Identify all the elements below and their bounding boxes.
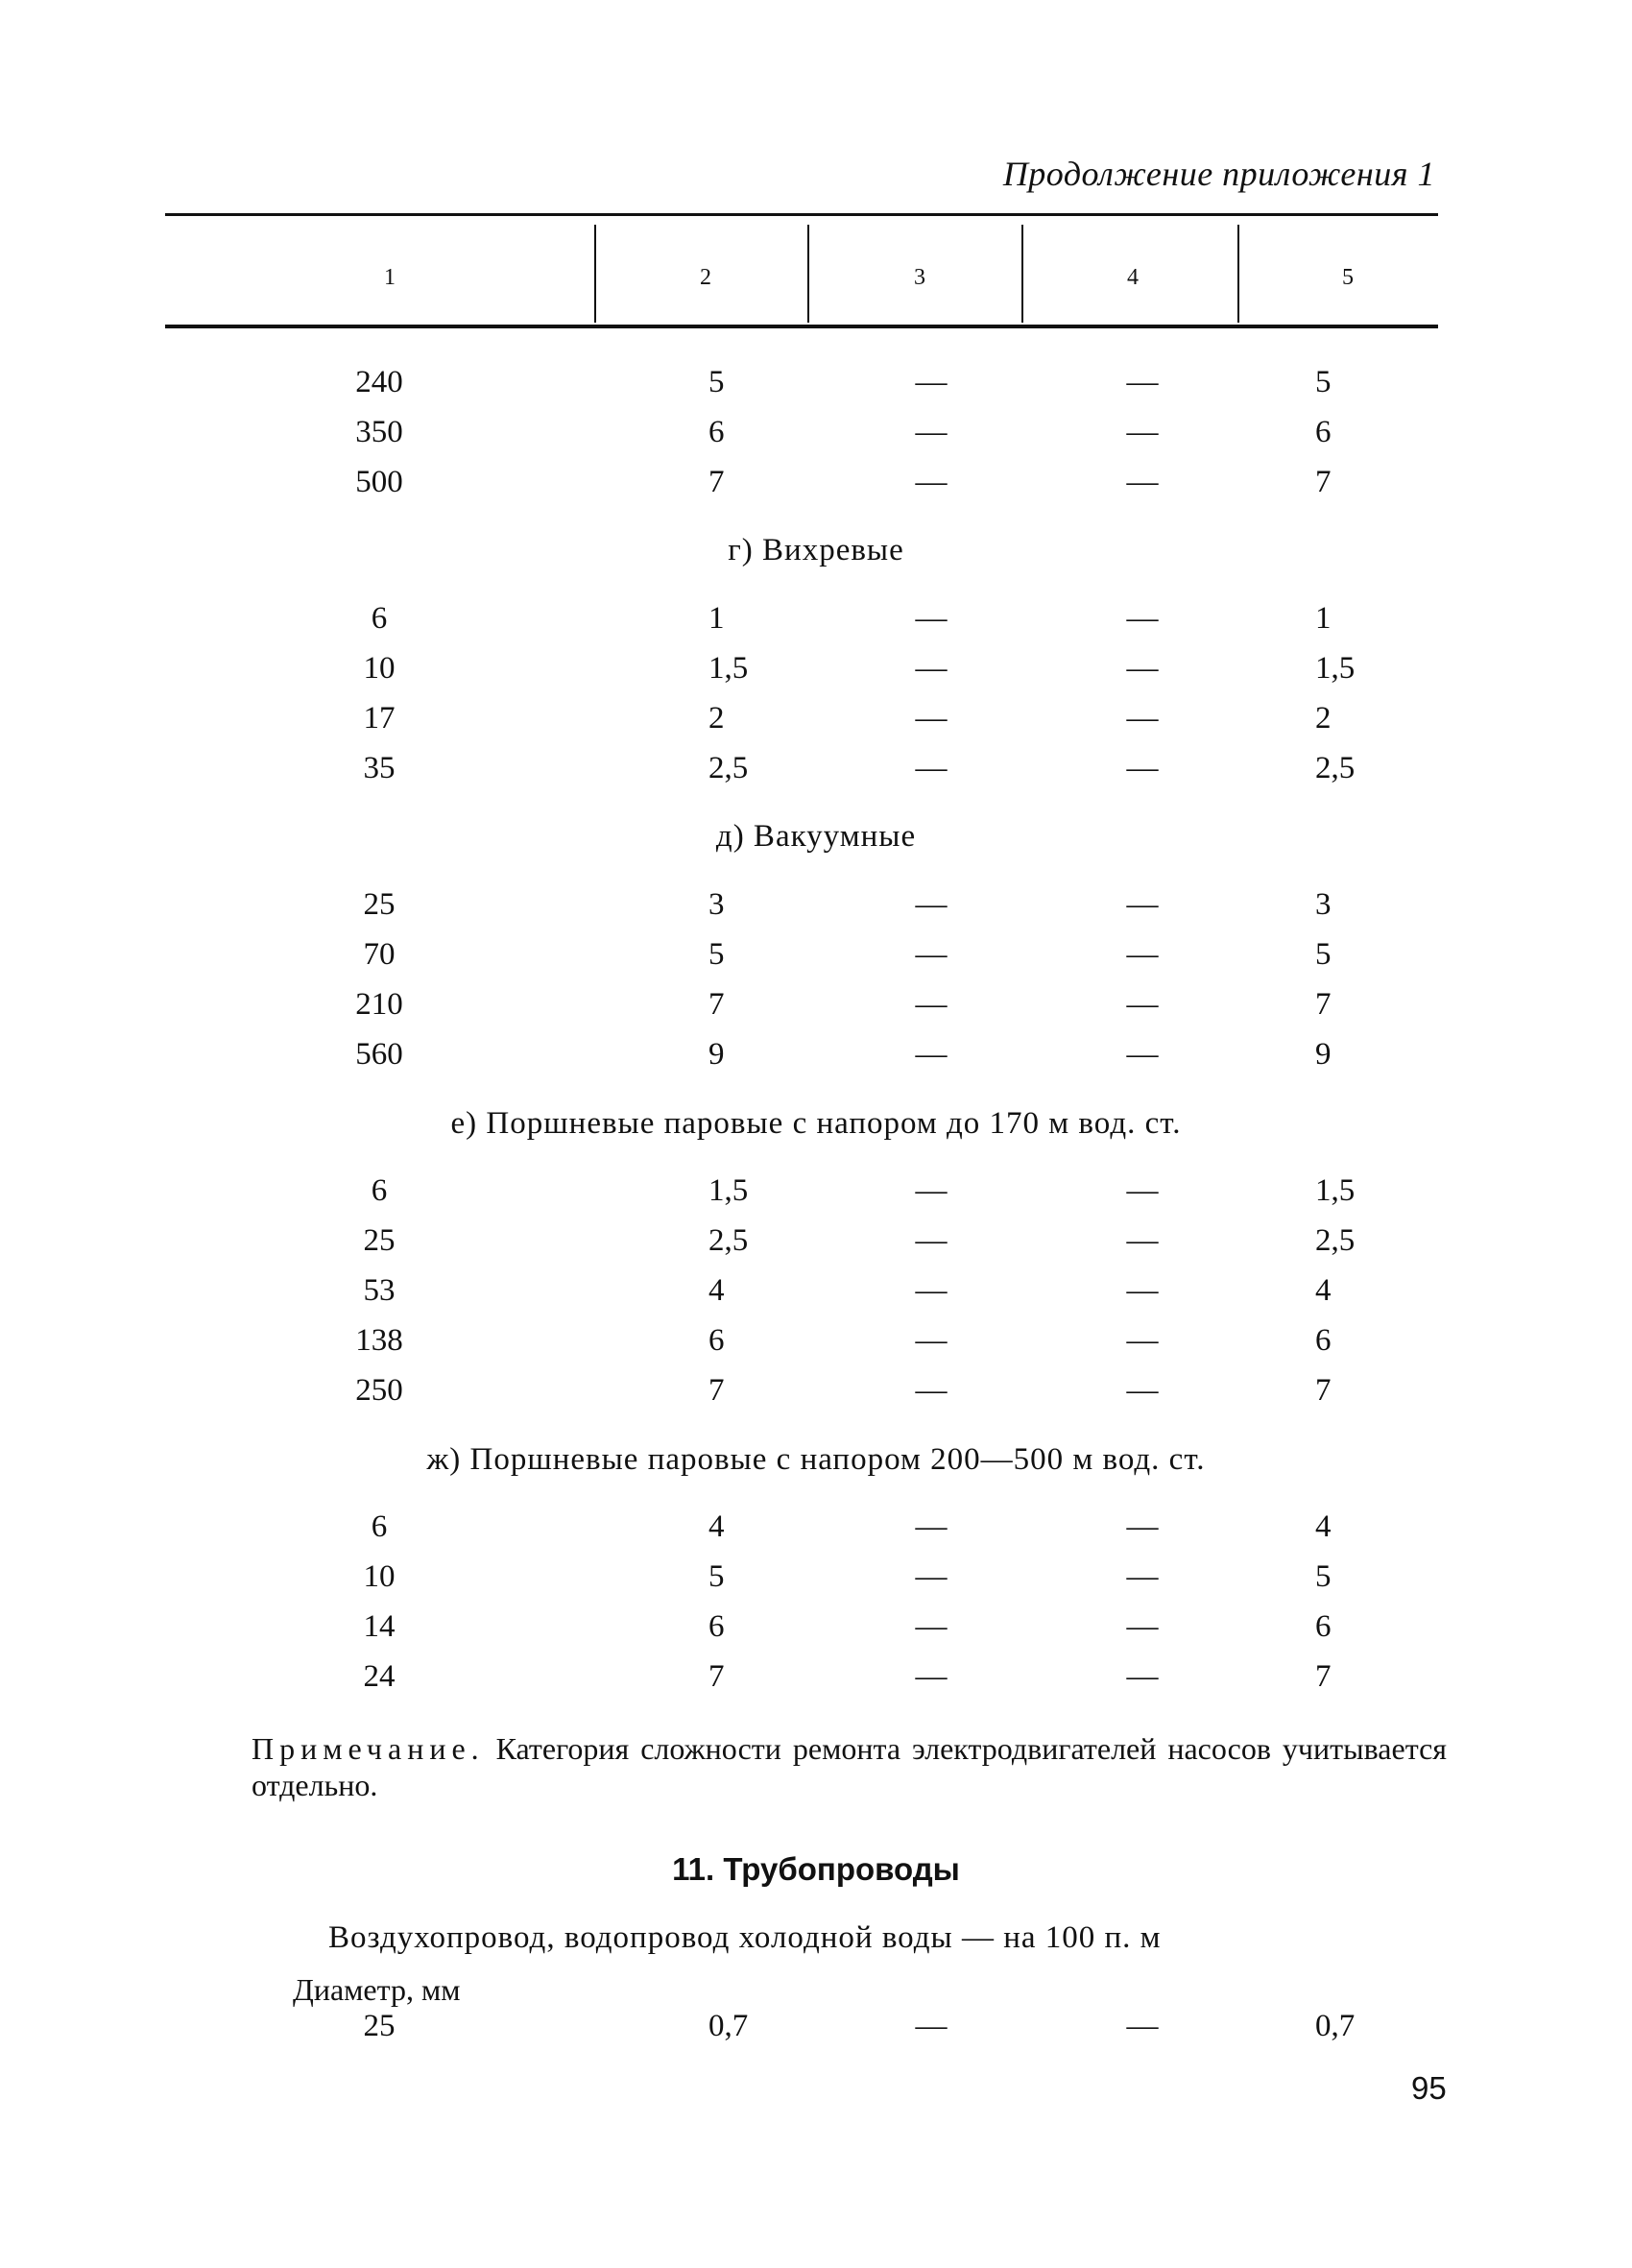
- cell-capacity: 138: [355, 1323, 403, 1358]
- cell-col2: 7: [708, 1659, 725, 1694]
- cell-col2: 5: [708, 365, 725, 399]
- cell-col4: —: [1126, 1559, 1159, 1594]
- column-header-3: 3: [914, 265, 925, 290]
- cell-col3: —: [915, 2009, 948, 2043]
- column-divider: [1237, 225, 1239, 323]
- column-divider: [594, 225, 596, 323]
- cell-col3: —: [915, 937, 948, 972]
- cell-capacity: 70: [363, 937, 396, 972]
- cell-col4: —: [1126, 1037, 1159, 1072]
- cell-capacity: 25: [363, 1223, 396, 1258]
- cell-col2: 6: [708, 1323, 725, 1358]
- section-heading: 11. Трубопроводы: [672, 1851, 960, 1887]
- cell-col3: —: [915, 1659, 948, 1694]
- column-divider: [807, 225, 809, 323]
- cell-capacity: 560: [355, 1037, 403, 1072]
- table-row: [0, 887, 1632, 926]
- cell-col4: —: [1126, 601, 1159, 636]
- cell-capacity: 500: [355, 465, 403, 499]
- cell-col5: 2,5: [1315, 751, 1356, 785]
- cell-col5: 1,5: [1315, 651, 1356, 686]
- cell-col4: —: [1126, 987, 1159, 1022]
- cell-capacity: 350: [355, 415, 403, 449]
- cell-col2: 2,5: [708, 751, 749, 785]
- table-row: [0, 1037, 1632, 1075]
- column-header-1: 1: [384, 265, 396, 290]
- cell-col3: —: [915, 1173, 948, 1208]
- cell-col2: 1,5: [708, 651, 749, 686]
- table-row: [0, 1323, 1632, 1362]
- cell-col5: 2: [1315, 701, 1332, 736]
- footnote-text: Категория сложности ремонта электродвигателей насосов учитывается отдельно.: [252, 1731, 1448, 1802]
- cell-capacity: 6: [371, 601, 388, 636]
- table-row: [0, 415, 1632, 453]
- cell-col3: —: [915, 1323, 948, 1358]
- table-row: [0, 601, 1632, 639]
- cell-col5: 4: [1315, 1509, 1332, 1544]
- column-header-4: 4: [1127, 265, 1139, 290]
- table-top-rule: [165, 213, 1438, 216]
- cell-col5: 7: [1315, 465, 1332, 499]
- cell-col4: —: [1126, 1373, 1159, 1408]
- cell-col3: —: [915, 887, 948, 922]
- cell-col5: 9: [1315, 1037, 1332, 1072]
- cell-col4: —: [1126, 937, 1159, 972]
- cell-col4: —: [1126, 1173, 1159, 1208]
- cell-capacity: 10: [363, 1559, 396, 1594]
- cell-capacity: 250: [355, 1373, 403, 1408]
- cell-col4: —: [1126, 1609, 1159, 1644]
- table-row: [0, 987, 1632, 1025]
- cell-col3: —: [915, 651, 948, 686]
- cell-col3: —: [915, 1559, 948, 1594]
- cell-col5: 1: [1315, 601, 1332, 636]
- cell-col3: —: [915, 751, 948, 785]
- cell-capacity: 6: [371, 1173, 388, 1208]
- cell-col3: —: [915, 701, 948, 736]
- cell-col4: —: [1126, 887, 1159, 922]
- section-title-piston-170: е) Поршневые паровые с напором до 170 м вод. ст.: [450, 1106, 1182, 1141]
- cell-col5: 6: [1315, 1609, 1332, 1644]
- cell-col2: 4: [708, 1509, 725, 1544]
- cell-col2: 5: [708, 1559, 725, 1594]
- cell-col4: —: [1126, 1509, 1159, 1544]
- table-row: [0, 701, 1632, 739]
- cell-capacity: 240: [355, 365, 403, 399]
- section-title-piston-200-500: ж) Поршневые паровые с напором 200—500 м вод. ст.: [426, 1442, 1206, 1477]
- table-row: [0, 751, 1632, 789]
- cell-col2: 6: [708, 415, 725, 449]
- cell-col3: —: [915, 365, 948, 399]
- section-title-vacuum: д) Вакуумные: [715, 819, 917, 854]
- cell-col4: —: [1126, 701, 1159, 736]
- footnote: [252, 1730, 1447, 1803]
- cell-capacity: 6: [371, 1509, 388, 1544]
- cell-col4: —: [1126, 465, 1159, 499]
- cell-col2: 1,5: [708, 1173, 749, 1208]
- cell-col5: 6: [1315, 1323, 1332, 1358]
- cell-col3: —: [915, 415, 948, 449]
- cell-capacity: 24: [363, 1659, 396, 1694]
- cell-col5: 7: [1315, 1373, 1332, 1408]
- column-divider: [1021, 225, 1023, 323]
- table-row: [0, 1223, 1632, 1262]
- cell-capacity: 14: [363, 1609, 396, 1644]
- cell-col2: 7: [708, 465, 725, 499]
- diameter-label: Диаметр, мм: [293, 1972, 461, 2007]
- cell-col4: —: [1126, 365, 1159, 399]
- cell-col5: 1,5: [1315, 1173, 1356, 1208]
- cell-capacity: 10: [363, 651, 396, 686]
- table-row: [0, 465, 1632, 503]
- table-row: [0, 651, 1632, 689]
- table-row: [0, 2009, 1632, 2047]
- table-row: [0, 1559, 1632, 1598]
- column-header-2: 2: [700, 265, 711, 290]
- cell-col4: —: [1126, 1223, 1159, 1258]
- cell-col2: 5: [708, 937, 725, 972]
- cell-capacity: 210: [355, 987, 403, 1022]
- cell-col3: —: [915, 1223, 948, 1258]
- table-row: [0, 365, 1632, 403]
- cell-col2: 0,7: [708, 2009, 749, 2043]
- section-subtitle: Воздухопровод, водопровод холодной воды — на 100 п. м: [328, 1920, 1162, 1955]
- cell-col2: 3: [708, 887, 725, 922]
- cell-col3: —: [915, 1509, 948, 1544]
- section-title-vortex: г) Вихревые: [728, 533, 904, 567]
- cell-col4: —: [1126, 2009, 1159, 2043]
- cell-col2: 7: [708, 987, 725, 1022]
- cell-col5: 7: [1315, 987, 1332, 1022]
- cell-col3: —: [915, 1273, 948, 1308]
- cell-col2: 2,5: [708, 1223, 749, 1258]
- cell-col3: —: [915, 601, 948, 636]
- cell-col3: —: [915, 465, 948, 499]
- cell-col4: —: [1126, 415, 1159, 449]
- cell-col2: 2: [708, 701, 725, 736]
- cell-col2: 6: [708, 1609, 725, 1644]
- cell-col3: —: [915, 1037, 948, 1072]
- cell-capacity: 35: [363, 751, 396, 785]
- table-row: [0, 1373, 1632, 1411]
- table-row: [0, 1609, 1632, 1648]
- cell-col5: 5: [1315, 365, 1332, 399]
- table-header-rule: [165, 325, 1438, 328]
- cell-capacity: 25: [363, 887, 396, 922]
- cell-col2: 4: [708, 1273, 725, 1308]
- cell-col4: —: [1126, 1659, 1159, 1694]
- cell-col5: 2,5: [1315, 1223, 1356, 1258]
- cell-col5: 5: [1315, 937, 1332, 972]
- page-header: Продолжение приложения 1: [1002, 155, 1435, 193]
- page-number: 95: [1411, 2070, 1447, 2106]
- cell-capacity: 25: [363, 2009, 396, 2043]
- footnote-label: Примечание.: [252, 1731, 485, 1766]
- cell-col5: 4: [1315, 1273, 1332, 1308]
- table-row: [0, 1273, 1632, 1312]
- table-row: [0, 937, 1632, 976]
- table-row: [0, 1509, 1632, 1548]
- cell-col2: 7: [708, 1373, 725, 1408]
- cell-col3: —: [915, 1373, 948, 1408]
- cell-col5: 3: [1315, 887, 1332, 922]
- cell-col4: —: [1126, 751, 1159, 785]
- cell-capacity: 53: [363, 1273, 396, 1308]
- cell-col2: 9: [708, 1037, 725, 1072]
- cell-col5: 6: [1315, 415, 1332, 449]
- cell-col5: 7: [1315, 1659, 1332, 1694]
- cell-col4: —: [1126, 651, 1159, 686]
- cell-capacity: 17: [363, 701, 396, 736]
- cell-col5: 5: [1315, 1559, 1332, 1594]
- cell-col2: 1: [708, 601, 725, 636]
- column-header-5: 5: [1342, 265, 1354, 290]
- table-row: [0, 1659, 1632, 1698]
- table-row: [0, 1173, 1632, 1212]
- cell-col3: —: [915, 1609, 948, 1644]
- cell-col4: —: [1126, 1273, 1159, 1308]
- cell-col5: 0,7: [1315, 2009, 1356, 2043]
- cell-col4: —: [1126, 1323, 1159, 1358]
- cell-col3: —: [915, 987, 948, 1022]
